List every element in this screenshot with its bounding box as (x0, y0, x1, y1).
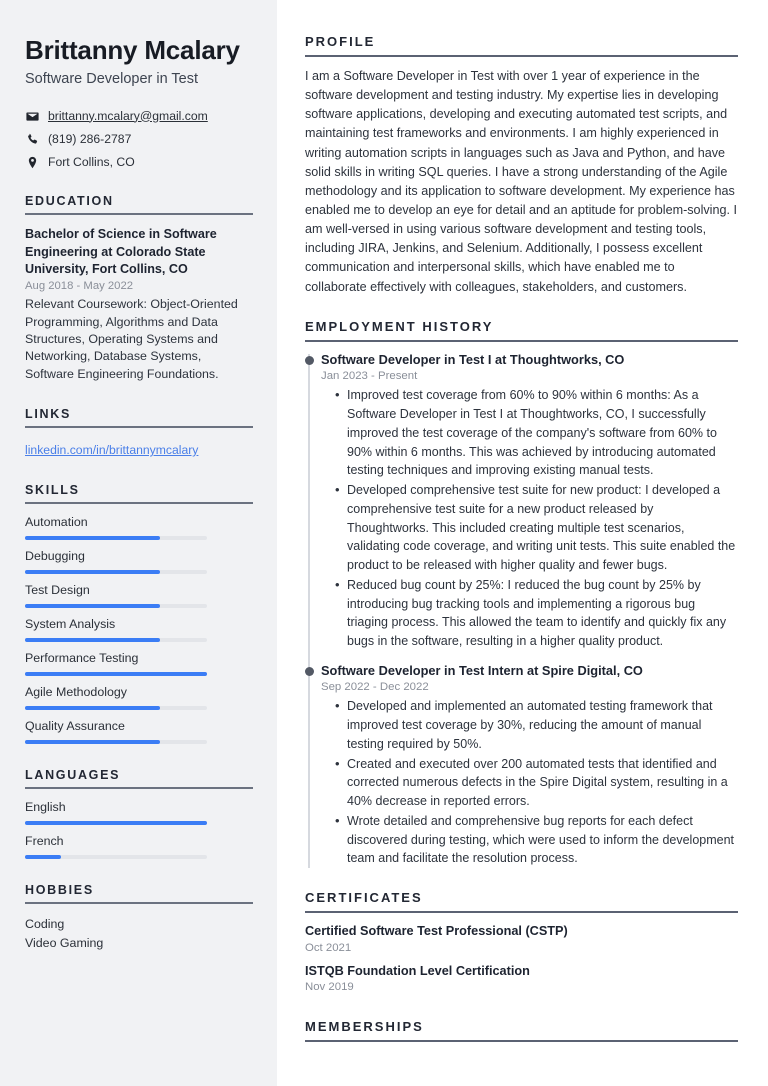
employment-bullet: • Improved test coverage from 60% to 90% within 6 months: As a Software Developer in Test I at Thoughtworks, CO, I successfully improved the test coverage of the company's software from 60% to 90% within 6 months. This was achieved by introducing automated testing techniques and improving existing manual tests. (347, 386, 738, 480)
language-label: English (25, 800, 66, 815)
skill-item (25, 549, 253, 574)
memberships-section (305, 1019, 738, 1042)
timeline-dot-icon (305, 356, 314, 365)
skill-meter-track (25, 672, 207, 676)
certificates-heading: CERTIFICATES (305, 890, 423, 906)
contact-phone-row (25, 131, 253, 147)
employment-bullet: • Developed comprehensive test suite for new product: I developed a comprehensive test suite for a new product released by Thoughtworks. This included creating multiple test scenarios, validating code coverage, and writing unit tests. This suite enabled the product to be released with higher quality and fewer bugs. (347, 481, 738, 575)
employment-date: Jan 2023 - Present (321, 370, 418, 383)
hobby-item: Coding (25, 917, 65, 932)
education-heading: EDUCATION (25, 194, 114, 209)
employment-divider (305, 340, 738, 342)
employment-role: Software Developer in Test I at Thoughtworks, CO (321, 351, 625, 367)
certificate-date: Oct 2021 (305, 941, 352, 954)
main-column (277, 0, 768, 1086)
language-meter-fill (25, 855, 61, 859)
education-date: Aug 2018 - May 2022 (25, 280, 134, 293)
employment-date: Sep 2022 - Dec 2022 (321, 681, 429, 694)
skill-item (25, 719, 253, 744)
education-section (25, 194, 253, 383)
skill-label: Test Design (25, 583, 90, 598)
skills-divider (25, 502, 253, 504)
skill-item (25, 651, 253, 676)
envelope-icon (25, 110, 39, 123)
skill-meter-track (25, 638, 207, 642)
education-description: Relevant Coursework: Object-Oriented Programming, Algorithms and Data Structures, Operating Systems and Networking, Database Systems, Software Engineering Foundations. (25, 297, 238, 381)
skill-meter-fill (25, 638, 160, 642)
skill-label: Debugging (25, 549, 85, 564)
skills-section (25, 483, 253, 744)
skill-label: Automation (25, 515, 88, 530)
skill-meter-fill (25, 604, 160, 608)
skill-meter-fill (25, 536, 160, 540)
skill-meter-fill (25, 740, 160, 744)
timeline-dot-icon (305, 667, 314, 676)
languages-divider (25, 787, 253, 789)
skill-meter-track (25, 604, 207, 608)
profile-section (305, 34, 738, 297)
employment-bullets (321, 697, 738, 868)
links-heading: LINKS (25, 407, 71, 422)
hobbies-divider (25, 902, 253, 904)
skill-item (25, 583, 253, 608)
hobbies-heading: HOBBIES (25, 883, 94, 898)
employment-bullet: • Wrote detailed and comprehensive bug reports for each defect discovered during testing, which were used to inform the development team and facilitate the resolution process. (347, 812, 738, 868)
contact-email-row[interactable] (25, 108, 253, 124)
skill-meter-track (25, 740, 207, 744)
links-body (25, 439, 253, 459)
skill-label: System Analysis (25, 617, 116, 632)
languages-heading: LANGUAGES (25, 768, 121, 783)
email-link[interactable]: brittanny.mcalary@gmail.com (48, 108, 208, 123)
skill-meter-fill (25, 706, 160, 710)
certificates-section (305, 890, 738, 993)
language-item (25, 834, 253, 859)
profile-divider (305, 55, 738, 57)
certificates-divider (305, 911, 738, 913)
certificate-name: Certified Software Test Professional (CSTP) (305, 924, 568, 939)
candidate-job-title: Software Developer in Test (25, 70, 199, 87)
education-degree: Bachelor of Science in Software Engineering at Colorado State University, Fort Collins, CO (25, 227, 217, 276)
employment-section (305, 319, 738, 869)
employment-heading: EMPLOYMENT HISTORY (305, 318, 494, 334)
skill-item (25, 617, 253, 642)
certificate-item (305, 963, 738, 994)
hobbies-section (25, 883, 253, 953)
language-meter-track (25, 821, 207, 825)
employment-entry (321, 352, 738, 651)
skill-meter-fill (25, 570, 160, 574)
location-text: Fort Collins, CO (48, 154, 135, 169)
links-divider (25, 426, 253, 428)
candidate-name: Brittanny Mcalary (25, 35, 240, 65)
map-pin-icon (25, 156, 39, 169)
languages-section (25, 768, 253, 859)
skill-meter-track (25, 570, 207, 574)
language-meter-fill (25, 821, 207, 825)
skill-item (25, 685, 253, 710)
phone-icon (25, 133, 39, 146)
skills-heading: SKILLS (25, 483, 80, 498)
language-meter-track (25, 855, 207, 859)
memberships-heading: MEMBERSHIPS (305, 1019, 424, 1035)
skill-label: Agile Methodology (25, 685, 127, 700)
employment-timeline (305, 352, 738, 869)
certificate-name: ISTQB Foundation Level Certification (305, 963, 530, 978)
skill-label: Performance Testing (25, 651, 139, 666)
skill-label: Quality Assurance (25, 719, 125, 734)
skill-item (25, 515, 253, 540)
certificate-item (305, 923, 738, 954)
certificate-date: Nov 2019 (305, 981, 354, 994)
employment-role: Software Developer in Test Intern at Spire Digital, CO (321, 662, 643, 678)
profile-heading: PROFILE (305, 34, 376, 49)
sidebar (0, 0, 277, 1086)
profile-text: I am a Software Developer in Test with over 1 year of experience in the software development and testing industry. My expertise lies in developing software applications, developing and executing automated test scripts, and maintaining test frameworks and environments. I am highly experienced in writing automation scripts in languages such as Java and Python, and have solid skills in writing SQL queries. I have a strong understanding of the Agile methodology and its application to software development. My experience has enabled me to develop an eye for detail and an aptitude for problem-solving. I am well-versed in using various software development and testing tools, including JIRA, Jenkins, and Selenium. Additionally, I possess excellent communication and interpersonal skills, which have enabled me to collaborate effectively with colleagues, stakeholders, and customers. (305, 69, 737, 294)
employment-bullets (321, 386, 738, 651)
linkedin-link[interactable]: linkedin.com/in/brittannymcalary (25, 443, 199, 458)
employment-bullet: • Reduced bug count by 25%: I reduced the bug count by 25% by introducing bug tracking tools and implementing a rigorous bug triaging process. This allowed the team to identify and quickly fix any bugs in the software, resulting in a higher quality product. (347, 576, 738, 651)
education-divider (25, 213, 253, 215)
hobby-item: Video Gaming (25, 936, 104, 951)
language-item (25, 800, 253, 825)
phone-text: (819) 286-2787 (48, 131, 132, 146)
skill-meter-fill (25, 672, 207, 676)
employment-entry (321, 663, 738, 868)
memberships-divider (305, 1040, 738, 1042)
language-label: French (25, 834, 64, 849)
skill-meter-track (25, 536, 207, 540)
employment-bullet: • Created and executed over 200 automated tests that identified and corrected numerous defects in the Spire Digital system, resulting in a 40% decrease in reported errors. (347, 755, 738, 811)
links-section (25, 407, 253, 459)
contact-list (25, 108, 253, 170)
employment-bullet: • Developed and implemented an automated testing framework that improved test coverage by 30%, reducing the amount of manual testing required by 50%. (347, 697, 738, 753)
skill-meter-track (25, 706, 207, 710)
contact-location-row (25, 154, 253, 170)
